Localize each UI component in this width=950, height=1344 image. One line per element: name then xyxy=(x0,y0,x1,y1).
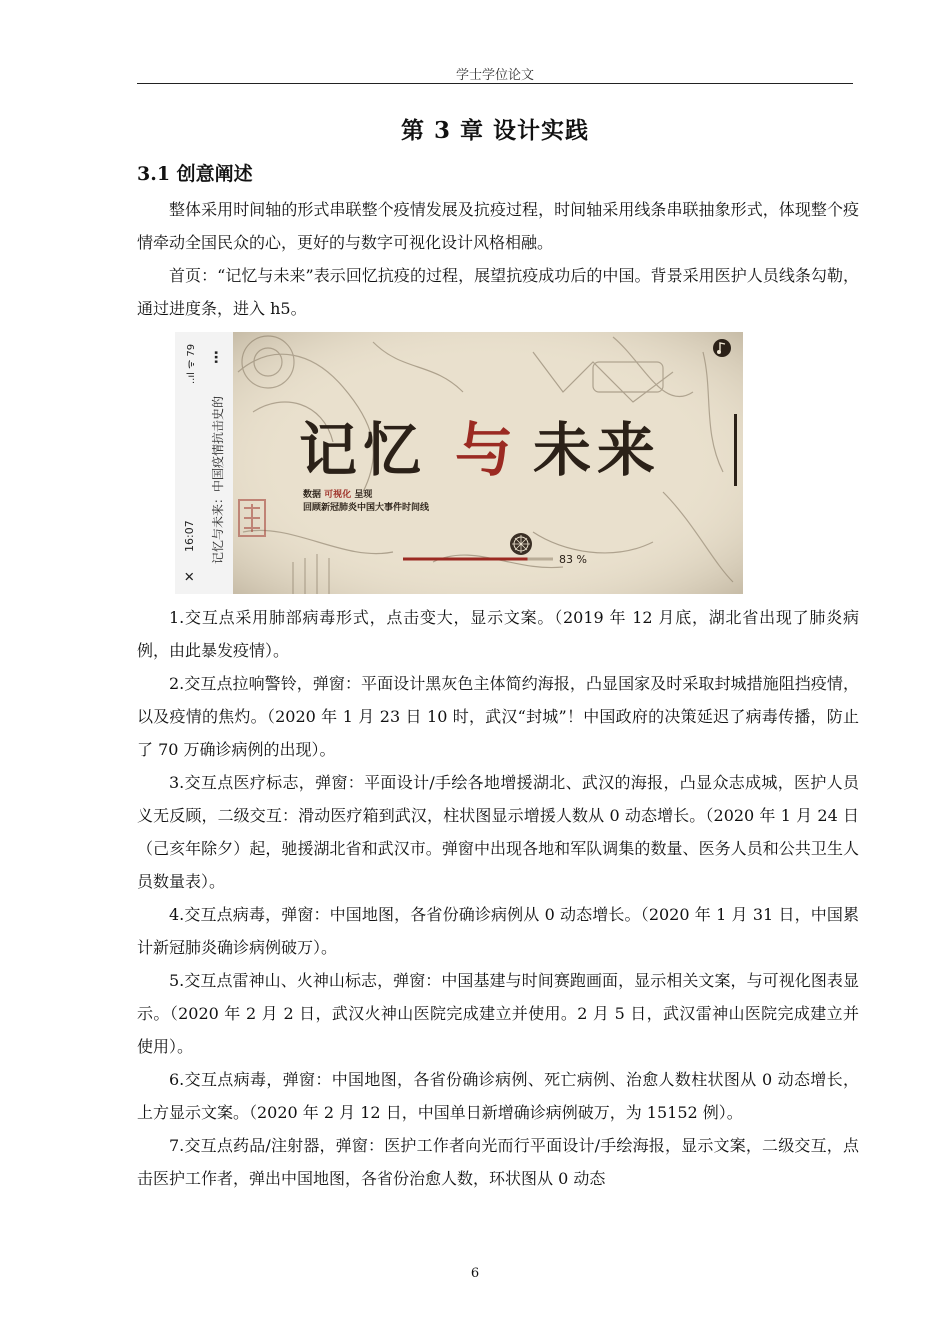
side-scroll-indicator xyxy=(734,414,737,486)
title-part-3: 未来 xyxy=(533,416,662,484)
paragraph: 整体采用时间轴的形式串联整个疫情发展及抗疫过程，时间轴采用线条串联抽象形式，体现整个疫情牵动全国民众的心，更好的与数字可视化设计风格相融。 xyxy=(137,200,859,252)
phone-rotated-titlebar xyxy=(175,332,233,594)
page-number: 6 xyxy=(470,1266,480,1281)
compass-emblem-icon xyxy=(510,533,532,555)
subtitle-line-2: 回顾新冠肺炎中国大事件时间线 xyxy=(303,503,430,513)
intro-paragraphs xyxy=(137,193,859,325)
subtitle-line-1: 数据 可视化 呈现 xyxy=(303,490,373,500)
close-icon[interactable]: ✕ xyxy=(183,571,198,582)
paragraph: 2.交互点拉响警铃，弹窗：平面设计黑灰色主体简约海报，凸显国家及时采取封城措施阻挡疫情，以及疫情的焦灼。（2020 年 1 月 23 日 10 时，武汉“封城”！中国政府的决策延迟了病毒传播，防止了 70 万确诊病例的出现）。 xyxy=(137,674,859,759)
progress-percent: 83 % xyxy=(559,553,587,566)
title-part-2: 与 xyxy=(455,416,514,484)
header-rule xyxy=(137,83,853,84)
paragraph: 首页：“记忆与未来”表示回忆抗疫的过程，展望抗疫成功后的中国。背景采用医护人员线条勾勒，通过进度条，进入 h5。 xyxy=(137,266,859,318)
running-header: 学士学位论文 xyxy=(455,68,534,83)
phone-page-title: 记忆与未来：中国疫情抗击史的 xyxy=(211,395,225,564)
signal-battery-icons: ..ıl ᯤ 79 xyxy=(186,343,197,384)
more-menu-icon[interactable]: ⋯ xyxy=(209,350,225,364)
h5-homepage-screenshot xyxy=(175,332,743,594)
paragraph: 5.交互点雷神山、火神山标志，弹窗：中国基建与时间赛跑画面，显示相关文案，与可视化图表显示。（2020 年 2 月 2 日，武汉火神山医院完成建立并使用。2 月 5 日，武汉雷神山医院完成建立并使用）。 xyxy=(137,971,859,1056)
body-paragraphs xyxy=(137,601,859,1195)
paragraph: 7.交互点药品/注射器，弹窗：医护工作者向光而行平面设计/手绘海报，显示文案，二级交互，点击医护工作者，弹出中国地图，各省份治愈人数，环状图从 0 动态 xyxy=(137,1136,859,1188)
paragraph: 3.交互点医疗标志，弹窗：平面设计/手绘各地增援湖北、武汉的海报，凸显众志成城，医护人员义无反顾，二级交互：滑动医疗箱到武汉，柱状图显示增援人数从 0 动态增长。（2020 年 1 月 24 日（己亥年除夕）起，驰援湖北省和武汉市。弹窗中出现各地和军队调集的数量、医务人员和公共卫生人员数量表）。 xyxy=(137,773,859,891)
paragraph: 4.交互点病毒，弹窗：中国地图，各省份确诊病例从 0 动态增长。（2020 年 1 月 31 日，中国累计新冠肺炎确诊病例破万）。 xyxy=(137,905,859,957)
paragraph: 6.交互点病毒，弹窗：中国地图，各省份确诊病例、死亡病例、治愈人数柱状图从 0 动态增长，上方显示文案。（2020 年 2 月 12 日，中国单日新增确诊病例破万，为 15152 例）。 xyxy=(137,1070,859,1122)
section-title: 3.1 创意阐述 xyxy=(137,163,253,185)
music-toggle-icon xyxy=(713,339,731,357)
title-part-1: 记忆 xyxy=(299,416,428,484)
status-time: 16:07 xyxy=(183,520,196,552)
paragraph: 1.交互点采用肺部病毒形式，点击变大，显示文案。（2019 年 12 月底，湖北省出现了肺炎病例，由此暴发疫情）。 xyxy=(137,608,859,660)
chapter-title: 第 3 章 设计实践 xyxy=(400,117,590,144)
h5-stage xyxy=(233,332,743,594)
